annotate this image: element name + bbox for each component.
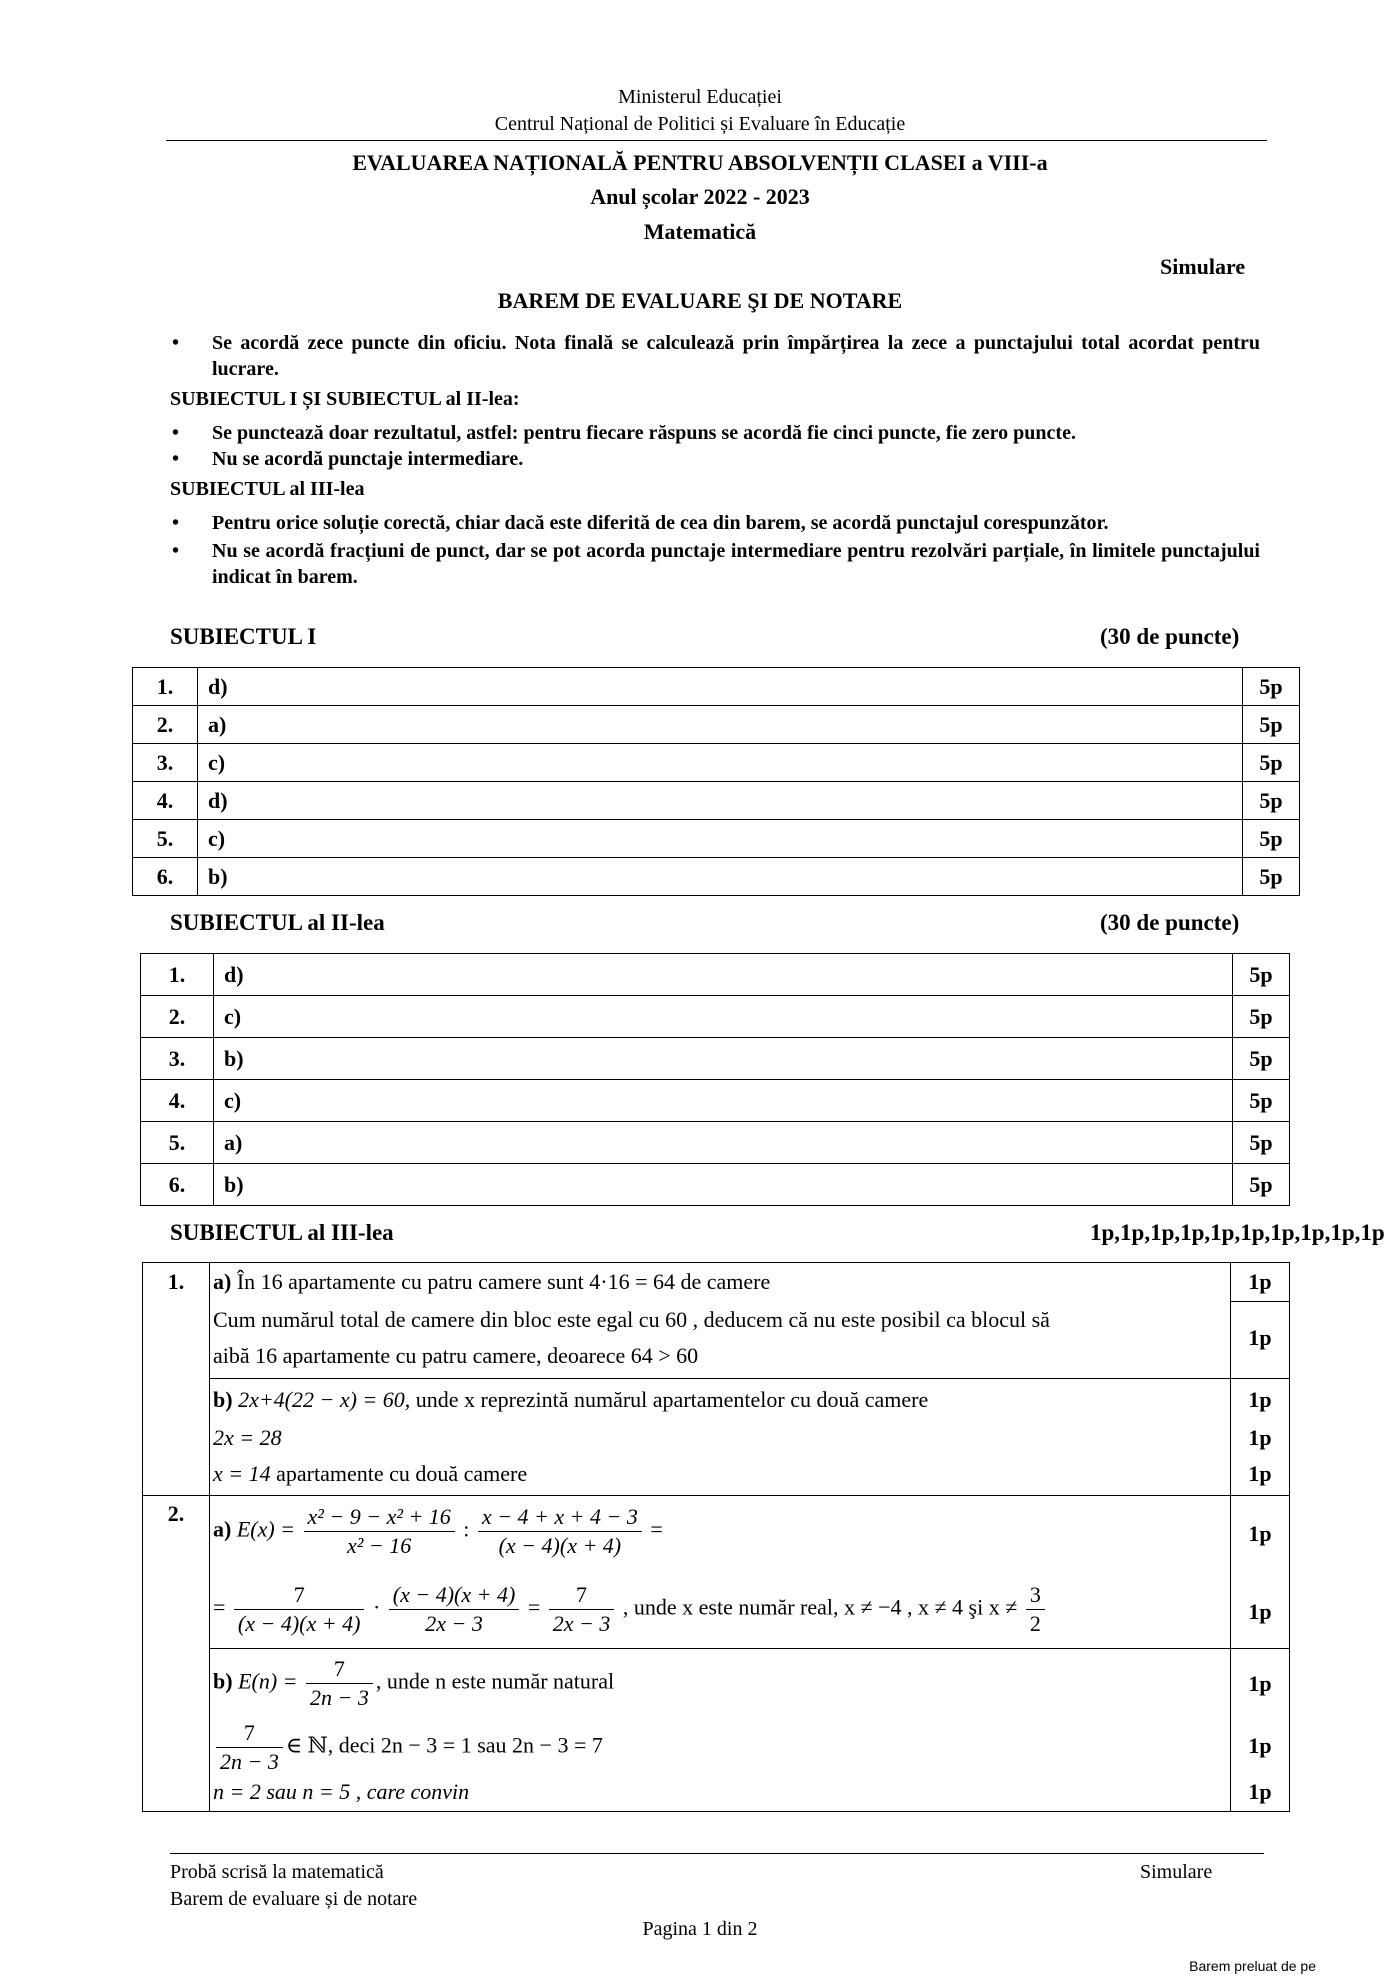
instruction-label-12: SUBIECTUL I ȘI SUBIECTUL al II-lea:: [170, 388, 520, 410]
answer-points: 5p: [1243, 744, 1300, 782]
answer-value: b): [214, 1038, 1233, 1080]
q1b-eq2: 2x = 28: [213, 1425, 282, 1450]
answer-number: 2.: [141, 996, 214, 1038]
instruction-general: • Se acordă zece puncte din oficiu. Nota finală se calculează prin împărțirea la zece a punctajului total acordat pentru lucrare.: [170, 330, 1260, 382]
answer-number: 3.: [133, 744, 198, 782]
q2b-line2: [213, 1719, 603, 1776]
q2a-fraction4: $\frac{(x - 4)(x + 4)}{2x - 3}$: [389, 1581, 520, 1638]
q1b-equation: 2x+4(22 − x) = 60: [238, 1387, 405, 1412]
points-cell: 1p: [1248, 1521, 1272, 1546]
q2a-fraction1: $\frac{\text{x² − 9 − x² + 16}}{\text{x² − 16}}$: [304, 1503, 455, 1560]
instruction-12a: • Se punctează doar rezultatul, astfel: pentru fiecare răspuns se acordă fie cinci puncte, fie zero puncte.: [170, 420, 1260, 446]
points-cell: 1p: [1248, 1461, 1272, 1486]
answer-points: 5p: [1233, 1164, 1290, 1206]
points-cell: 1p: [1248, 1671, 1272, 1696]
instructions: [170, 330, 1260, 590]
subiect3-points: 1p,1p,1p,1p,1p,1p,1p,1p,1p,1p: [1090, 1220, 1385, 1245]
answer-value: c): [198, 820, 1243, 858]
footer-left2: Barem de evaluare și de notare: [170, 1888, 418, 1910]
q1b-line1: [213, 1387, 928, 1413]
answer-points: 5p: [1233, 996, 1290, 1038]
answer-value: b): [198, 858, 1243, 896]
answer-value: c): [214, 996, 1233, 1038]
q2b-text2: ∈ ℕ, deci 2n − 3 = 1 sau 2n − 3 = 7: [285, 1732, 603, 1758]
answer-points: 5p: [1243, 706, 1300, 744]
answer-value: d): [214, 954, 1233, 996]
answer-row: [141, 954, 1290, 996]
answer-value: a): [214, 1122, 1233, 1164]
answer-number: 3.: [141, 1038, 214, 1080]
points-cell: 1p: [1248, 1387, 1272, 1412]
instruction-12b: • Nu se acordă punctaje intermediare.: [170, 446, 1260, 472]
q2a-line2: = $\frac{7}{(x - 4)(x + 4)}$ · $\frac{(x - 4)(x + 4)}{2x - 3}$ = $\frac{7}{2x - 3}$ , unde x este număr real, x ≠ −4 , x ≠ 4 şi x ≠ $\frac{3}{2}$: [213, 1581, 1048, 1638]
answer-row: [141, 1122, 1290, 1164]
q2a-condition-text: , unde x este număr real, x ≠ −4 , x ≠ 4 şi x ≠: [622, 1594, 1018, 1620]
answer-value: d): [198, 668, 1243, 706]
subiect2-points: (30 de puncte): [1100, 910, 1240, 935]
answer-value: c): [214, 1080, 1233, 1122]
answer-value: d): [198, 782, 1243, 820]
footer-rule: [170, 1853, 1264, 1854]
q2b-line3: [213, 1779, 469, 1805]
answer-number: 1.: [141, 954, 214, 996]
center-name: Centrul Național de Politici și Evaluare în Educație: [494, 113, 906, 135]
ministry-name: Ministerul Educației: [618, 86, 782, 108]
subiect1-table: [132, 667, 1300, 896]
q1a-text1: În 16 apartamente cu patru camere sunt 4·16 = 64 de camere: [236, 1269, 771, 1294]
answer-points: 5p: [1243, 668, 1300, 706]
q1a-line2: Cum numărul total de camere din bloc este egal cu 60 , deducem că nu este posibil ca blocul să: [213, 1307, 1050, 1332]
q1a-line3: aibă 16 apartamente cu patru camere, deoarece 64 > 60: [213, 1343, 699, 1368]
q2a-fraction5: $\frac{7}{2x - 3}$: [549, 1581, 615, 1638]
answer-row: [133, 744, 1300, 782]
answer-row: [141, 1080, 1290, 1122]
instruction-3b: • Nu se acordă fracțiuni de punct, dar se pot acorda punctaje intermediare pentru rezolvări parțiale, în limitele punctajului indicat în barem.: [170, 538, 1260, 590]
q2b-lhs: E(n) =: [238, 1668, 298, 1694]
answer-row: [133, 706, 1300, 744]
points-cell: 1p: [1248, 1779, 1272, 1804]
answer-row: [141, 996, 1290, 1038]
q2b-fraction1: $\frac{7}{2n - 3}$: [306, 1655, 373, 1712]
answer-number: 4.: [133, 782, 198, 820]
variant-label: Simulare: [1160, 254, 1246, 279]
answer-number: 2.: [133, 706, 198, 744]
answer-row: [133, 668, 1300, 706]
corner-note: Barem preluat de pe: [1189, 1958, 1316, 1974]
header-rule: [166, 140, 1267, 141]
answer-points: 5p: [1233, 1038, 1290, 1080]
q2b-text: , unde n este număr natural: [375, 1668, 615, 1694]
q2b-line1: [213, 1655, 614, 1712]
answer-row: [133, 782, 1300, 820]
answer-points: 5p: [1233, 1122, 1290, 1164]
answer-number: 1.: [133, 668, 198, 706]
points-cell: 1p: [1248, 1425, 1272, 1450]
q2b-label: b): [213, 1668, 233, 1694]
subiect2-title: SUBIECTUL al II-lea: [170, 910, 385, 935]
answer-points: 5p: [1233, 954, 1290, 996]
q2a-fraction2: $\frac{x - 4 + x + 4 - 3}{(x - 4)(x + 4)}$: [478, 1503, 642, 1560]
subiect2-table: [140, 953, 1290, 1206]
exam-title: EVALUAREA NAȚIONALĂ PENTRU ABSOLVENȚII CLASEI a VIII-a: [352, 150, 1048, 175]
answer-number: 4.: [141, 1080, 214, 1122]
answer-row: [133, 820, 1300, 858]
instruction-3a: • Pentru orice soluție corectă, chiar dacă este diferită de cea din barem, se acordă punctajul corespunzător.: [170, 510, 1260, 536]
answer-row: [141, 1164, 1290, 1206]
subiect3-title: SUBIECTUL al III-lea: [170, 1220, 394, 1245]
subiect3-table: [142, 1262, 1290, 1812]
subiect1-points: (30 de puncte): [1100, 624, 1240, 649]
q2-number: 2.: [167, 1501, 185, 1526]
q2a-label: a): [213, 1516, 232, 1542]
subiect1-title: SUBIECTUL I: [170, 624, 317, 649]
school-year: Anul școlar 2022 - 2023: [590, 184, 810, 209]
q1-number: 1.: [167, 1269, 185, 1294]
points-cell: 1p: [1248, 1599, 1272, 1624]
answer-number: 5.: [133, 820, 198, 858]
answer-points: 5p: [1243, 858, 1300, 896]
q1a-line1: [213, 1269, 770, 1295]
answer-value: b): [214, 1164, 1233, 1206]
footer-right: Simulare: [1140, 1861, 1213, 1883]
instruction-label-3: SUBIECTUL al III-lea: [170, 478, 365, 500]
answer-number: 6.: [133, 858, 198, 896]
q2a-fraction6: $\frac{3}{2}$: [1026, 1581, 1045, 1638]
points-cell: 1p: [1248, 1733, 1272, 1758]
q2a-lhs: E(x) =: [236, 1516, 296, 1542]
answer-number: 5.: [141, 1122, 214, 1164]
q2b-fraction2: $\frac{7}{2n - 3}$: [216, 1719, 283, 1776]
answer-points: 5p: [1243, 820, 1300, 858]
q1b-text1: , unde x reprezintă numărul apartamentelor cu două camere: [404, 1387, 929, 1412]
answer-points: 5p: [1233, 1080, 1290, 1122]
q1b-label: b): [213, 1387, 233, 1412]
barem-title: BAREM DE EVALUARE ŞI DE NOTARE: [497, 288, 903, 313]
points-cell: 1p: [1248, 1269, 1272, 1294]
points-cell: 1p: [1248, 1325, 1272, 1350]
answer-row: [141, 1038, 1290, 1080]
q2a-line1: a) E(x) = $\frac{\text{x² − 9 − x² + 16}}{\text{x² − 16}}$ : $\frac{x - 4 + x + 4 - 3}{(x - 4)(x + 4)}$ =: [213, 1504, 663, 1558]
answer-value: a): [198, 706, 1243, 744]
q1b-line3: [213, 1461, 527, 1487]
answer-value: c): [198, 744, 1243, 782]
answer-number: 6.: [141, 1164, 214, 1206]
q1b-line2: [213, 1425, 282, 1451]
footer-left1: Probă scrisă la matematică: [170, 1861, 384, 1883]
answer-points: 5p: [1243, 782, 1300, 820]
subject-name: Matematică: [643, 219, 757, 244]
page-number: Pagina 1 din 2: [642, 1918, 758, 1940]
q1a-label: a): [213, 1269, 232, 1294]
answer-row: [133, 858, 1300, 896]
q2a-fraction3: $\frac{7}{(x - 4)(x + 4)}$: [234, 1581, 365, 1638]
q1b-eq3: x = 14: [213, 1461, 271, 1486]
q2b-text3: n = 2 sau n = 5 , care convin: [213, 1779, 470, 1804]
q1b-text3: apartamente cu două camere: [276, 1461, 528, 1486]
